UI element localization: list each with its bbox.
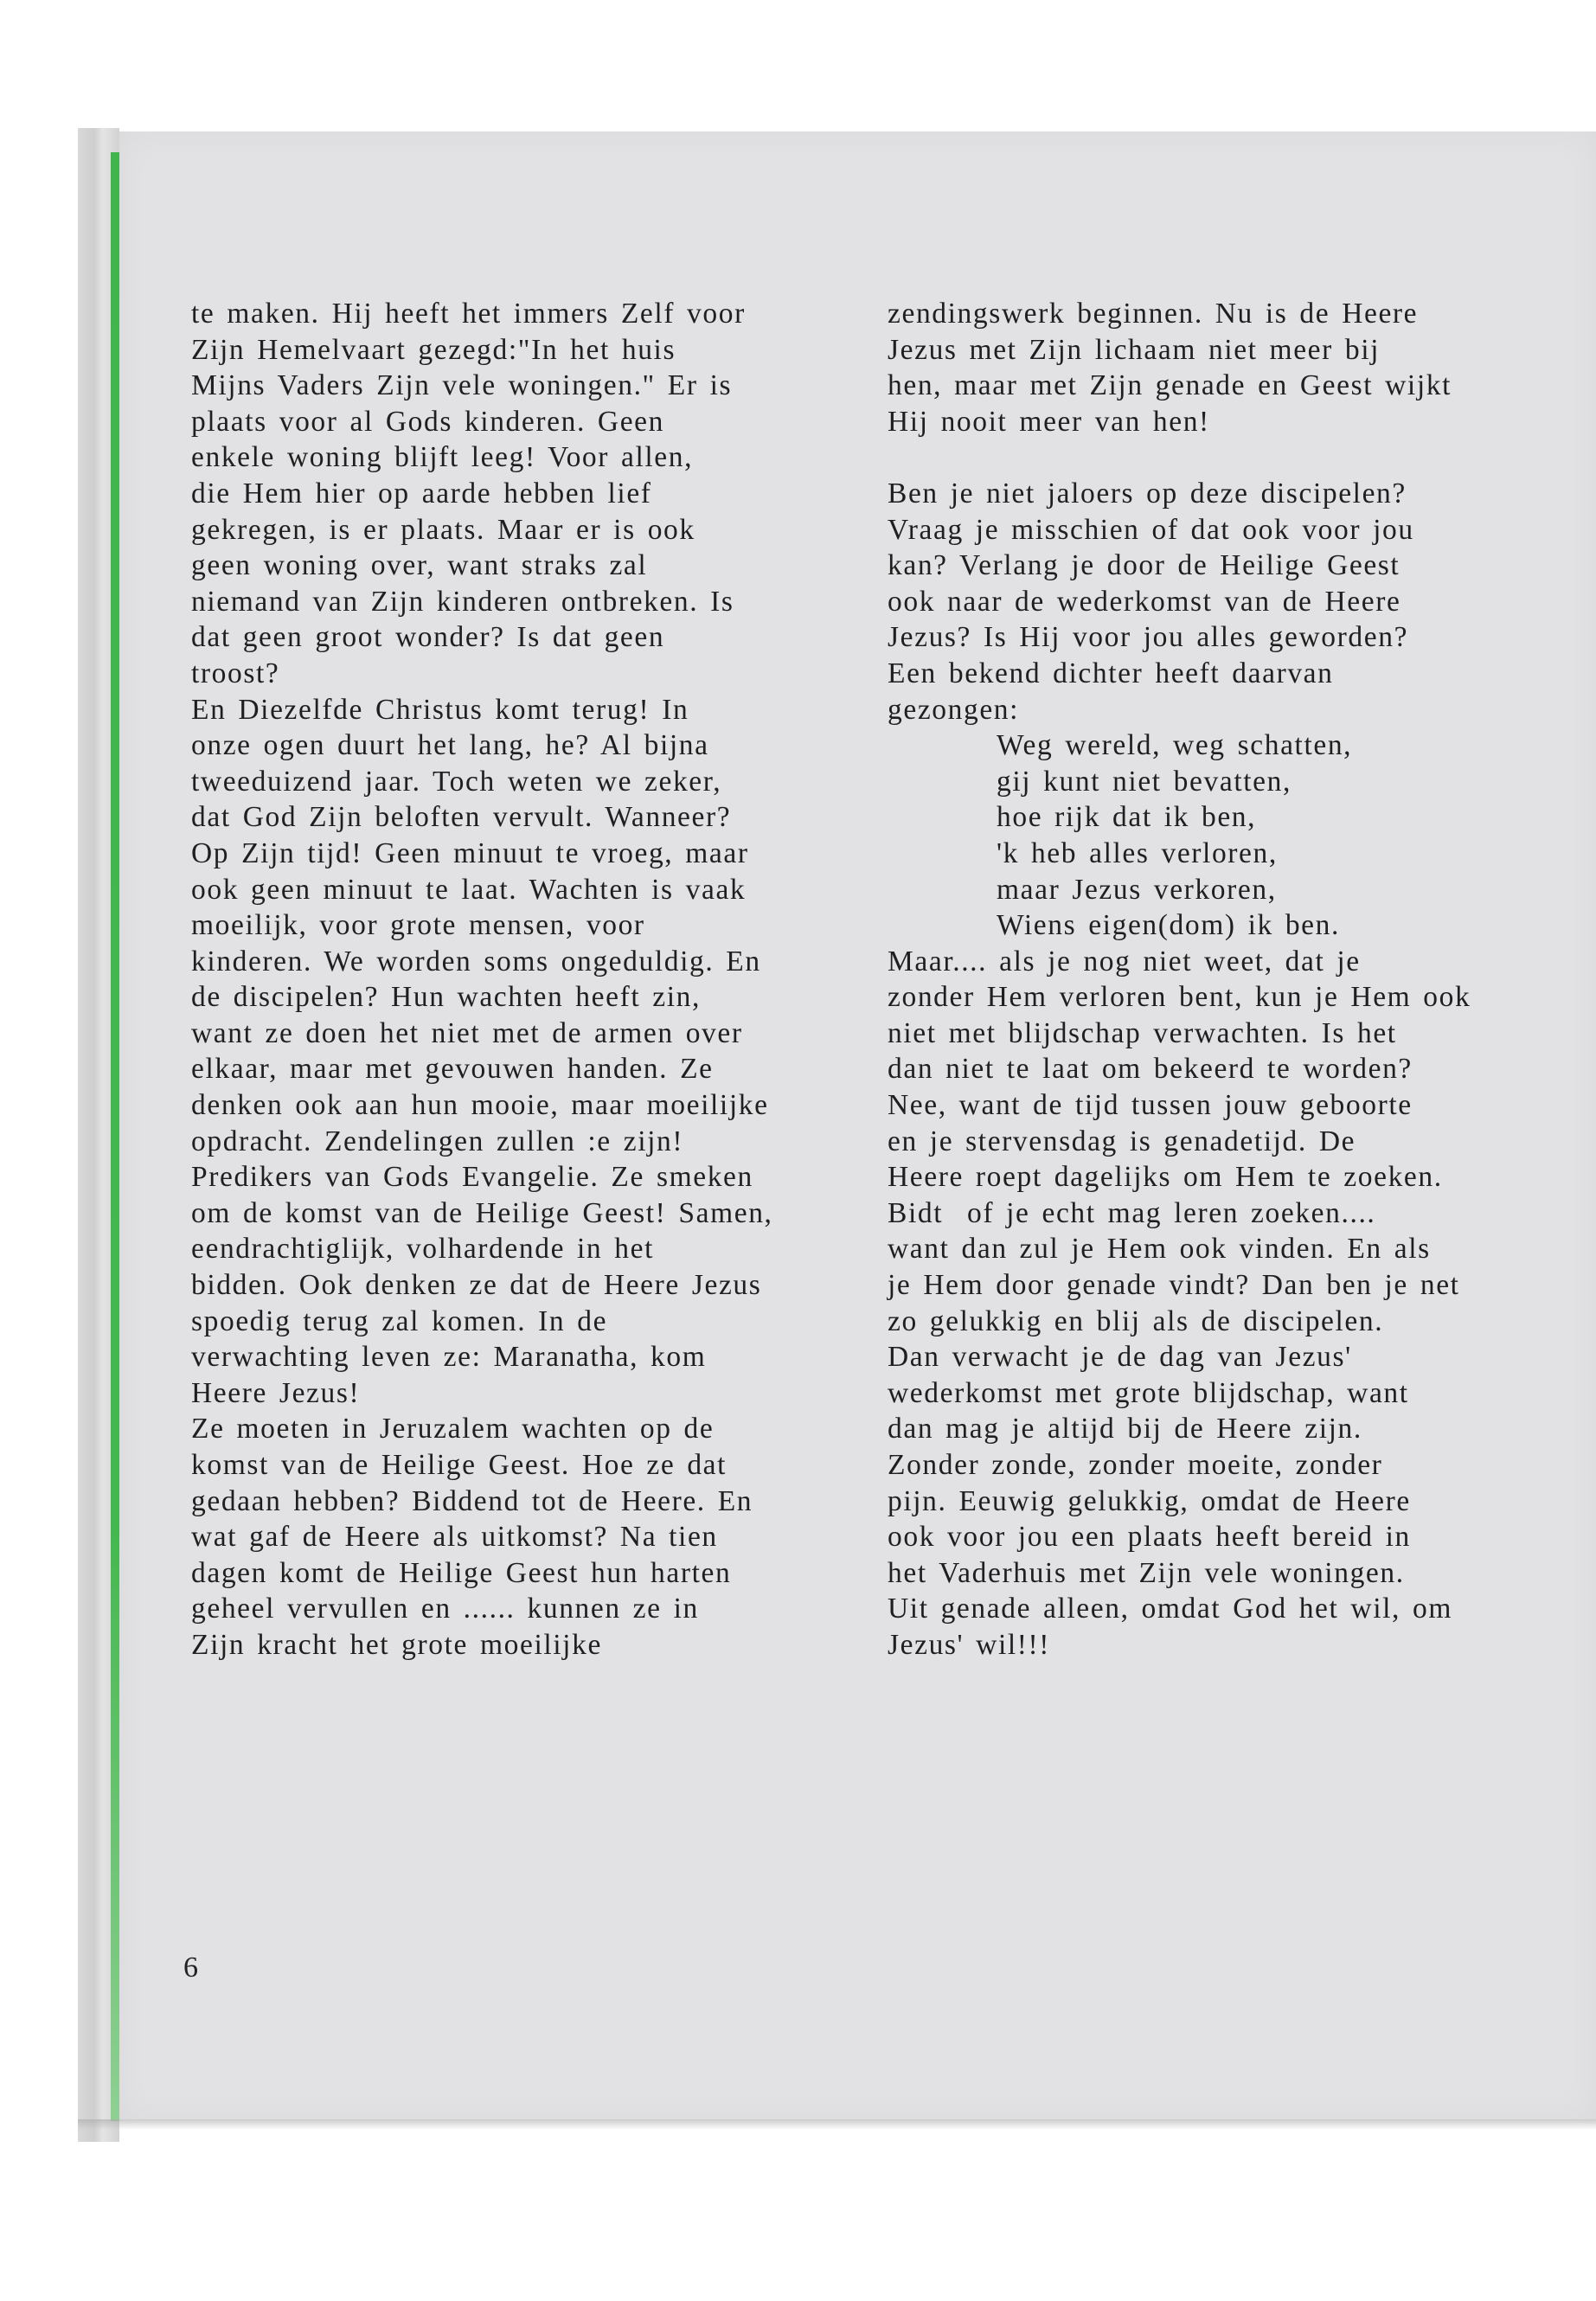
text-line: Heere Jezus!: [191, 1376, 361, 1409]
text-line: Mijns Vaders Zijn vele woningen." Er is: [191, 369, 733, 402]
text-line: komst van de Heilige Geest. Hoe ze dat: [191, 1449, 727, 1481]
text-line: niemand van Zijn kinderen ontbreken. Is: [191, 585, 734, 618]
text-line: wederkomst met grote blijdschap, want: [888, 1376, 1409, 1409]
text-line: verwachting leven ze: Maranatha, kom: [191, 1341, 707, 1374]
text-line: dat God Zijn beloften vervult. Wanneer?: [191, 801, 732, 834]
text-line: niet met blijdschap verwachten. Is het: [888, 1016, 1397, 1049]
text-line: tweeduizend jaar. Toch weten we zeker,: [191, 765, 722, 798]
text-line: Nee, want de tijd tussen jouw geboorte: [888, 1089, 1413, 1122]
text-line: Dan verwacht je de dag van Jezus': [888, 1341, 1352, 1374]
text-line: ook naar de wederkomst van de Heere: [888, 585, 1401, 618]
text-line: kan? Verlang je door de Heilige Geest: [888, 549, 1401, 582]
poem-line: maar Jezus verkoren,: [997, 873, 1277, 906]
text-line: kinderen. We worden soms ongeduldig. En: [191, 945, 761, 977]
text-line: Ze moeten in Jeruzalem wachten op de: [191, 1413, 715, 1445]
text-line: troost?: [191, 657, 280, 689]
text-line: pijn. Eeuwig gelukkig, omdat de Heere: [888, 1484, 1411, 1517]
text-line: dagen komt de Heilige Geest hun harten: [191, 1556, 732, 1589]
text-line: Jezus met Zijn lichaam niet meer bij: [888, 333, 1381, 366]
text-line: hen, maar met Zijn genade en Geest wijkt: [888, 369, 1452, 402]
right-text-column: [888, 296, 1596, 1663]
text-line: Zonder zonde, zonder moeite, zonder: [888, 1449, 1383, 1481]
text-line: elkaar, maar met gevouwen handen. Ze: [191, 1053, 714, 1086]
text-line: geen woning over, want straks zal: [191, 549, 648, 582]
text-line: Jezus' wil!!!: [888, 1628, 1051, 1661]
text-line: gekregen, is er plaats. Maar er is ook: [191, 513, 695, 546]
text-line: Predikers van Gods Evangelie. Ze smeken: [191, 1161, 753, 1194]
text-line: de discipelen? Hun wachten heeft zin,: [191, 981, 701, 1014]
text-line: je Hem door genade vindt? Dan ben je net: [888, 1269, 1460, 1302]
text-line: gedaan hebben? Biddend tot de Heere. En: [191, 1484, 753, 1517]
text-line: en je stervensdag is genadetijd. De: [888, 1125, 1356, 1157]
page-bottom-shadow: [78, 2119, 1596, 2130]
text-line: om de komst van de Heilige Geest! Samen,: [191, 1196, 773, 1229]
green-cover-stripe: [111, 152, 119, 2121]
text-line: Zijn Hemelvaart gezegd:"In het huis: [191, 333, 676, 366]
text-line: wat gaf de Heere als uitkomst? Na tien: [191, 1521, 718, 1554]
text-line: opdracht. Zendelingen zullen :e zijn!: [191, 1125, 684, 1157]
text-line: Jezus? Is Hij voor jou alles geworden?: [888, 621, 1409, 654]
text-line: bidden. Ook denken ze dat de Heere Jezus: [191, 1269, 762, 1302]
text-line: zonder Hem verloren bent, kun je Hem ook: [888, 981, 1471, 1014]
text-line: Zijn kracht het grote moeilijke: [191, 1628, 602, 1661]
text-line: zendingswerk beginnen. Nu is de Heere: [888, 298, 1419, 330]
text-line: En Diezelfde Christus komt terug! In: [191, 693, 689, 726]
book-page: [119, 131, 1596, 2119]
poem-line: Weg wereld, weg schatten,: [997, 729, 1353, 762]
text-line: plaats voor al Gods kinderen. Geen: [191, 405, 664, 438]
text-line: dan niet te laat om bekeerd te worden?: [888, 1053, 1413, 1086]
text-line: dat geen groot wonder? Is dat geen: [191, 621, 665, 654]
left-text-column: [191, 296, 883, 1663]
text-line: ook geen minuut te laat. Wachten is vaak: [191, 873, 747, 906]
text-line: te maken. Hij heeft het immers Zelf voor: [191, 298, 746, 330]
text-line: Op Zijn tijd! Geen minuut te vroeg, maar: [191, 836, 749, 869]
poem-line: gij kunt niet bevatten,: [997, 765, 1292, 798]
text-line: Heere roept dagelijks om Hem te zoeken.: [888, 1161, 1443, 1194]
text-line: Vraag je misschien of dat ook voor jou: [888, 513, 1414, 546]
text-line: Uit genade alleen, omdat God het wil, om: [888, 1593, 1452, 1625]
text-line: spoedig terug zal komen. In de: [191, 1304, 608, 1337]
text-line: Maar.... als je nog niet weet, dat je: [888, 945, 1361, 977]
text-line: het Vaderhuis met Zijn vele woningen.: [888, 1556, 1405, 1589]
text-line: moeilijk, voor grote mensen, voor: [191, 909, 645, 942]
poem-line: 'k heb alles verloren,: [997, 836, 1278, 869]
text-line: die Hem hier op aarde hebben lief: [191, 477, 652, 510]
text-line: Een bekend dichter heeft daarvan: [888, 657, 1334, 689]
text-line: Ben je niet jaloers op deze discipelen?: [888, 477, 1407, 510]
page-number: 6: [183, 1952, 198, 1984]
poem-line: hoe rijk dat ik ben,: [997, 801, 1257, 834]
poem-line: Wiens eigen(dom) ik ben.: [997, 909, 1340, 942]
text-line: zo gelukkig en blij als de discipelen.: [888, 1304, 1384, 1337]
text-line: Hij nooit meer van hen!: [888, 405, 1210, 438]
text-line: want dan zul je Hem ook vinden. En als: [888, 1233, 1431, 1266]
text-line: [888, 439, 1596, 476]
text-line: ook voor jou een plaats heeft bereid in: [888, 1521, 1411, 1554]
text-line: want ze doen het niet met de armen over: [191, 1016, 743, 1049]
text-line: dan mag je altijd bij de Heere zijn.: [888, 1413, 1362, 1445]
text-line: eendrachtiglijk, volhardende in het: [191, 1233, 654, 1266]
text-line: gezongen:: [888, 693, 1020, 726]
text-line: geheel vervullen en ...... kunnen ze in: [191, 1593, 699, 1625]
text-line: onze ogen duurt het lang, he? Al bijna: [191, 729, 709, 762]
text-line: Bidt of je echt mag leren zoeken....: [888, 1196, 1376, 1229]
text-line: enkele woning blijft leeg! Voor allen,: [191, 441, 694, 474]
text-line: denken ook aan hun mooie, maar moeilijke: [191, 1089, 769, 1122]
